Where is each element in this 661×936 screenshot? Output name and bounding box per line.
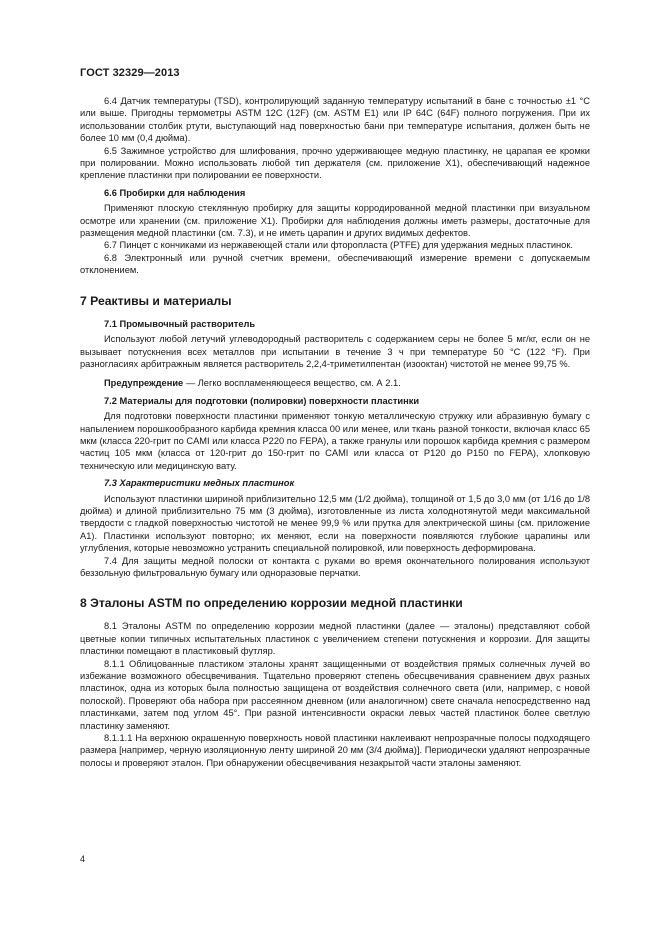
warning-label: Предупреждение	[104, 378, 184, 389]
clause-8-1-1-1: 8.1.1.1 На верхнюю окрашенную поверхность новой пластинки наклеивают непрозрачные полосы подходящего размера [например, черную изоляционную ленту шириной 20 мм (3/4 дюйма)]. Периодически удаляют непрозрачные полосы и проверяют эталон. При обнаружении обесцвечивания незакрытой части эталоны заменяют.	[80, 733, 590, 768]
clause-7-3: Используют пластинки шириной приблизительно 12,5 мм (1/2 дюйма), толщиной от 1,5 до 3,0 мм (от 1/16 до 1/8 дюйма) и длиной приблизительно 75 мм (3 дюйма), изготовленные из листа холоднотянутой меди максимальной твердости с гладкой поверхностью чистотой не менее 99,9 % или прутка для электрической шины (см. приложение А1). Пластинки используют повторно; их меняют, если на поверхности появляются глубокие царапины или углубления, которые невозможно устранить специальной полировкой, или поверхность деформирована.	[80, 493, 590, 554]
clause-7-2: Для подготовки поверхности пластинки применяют тонкую металлическую стружку или абразивную бумагу с напылением порошкообразного карбида кремния класса 00 или менее, или ткань разной тонкости, включая класс 65 мкм (класса 220-грит по CAMI или класса P220 по FEPA), а также гранулы или порошок карбида кремния с размером частиц 105 мкм (класса от 120-грит до 150-грит по CAMI или класса от P120 до P150 по FEPA), хлопковую техническую или медицинскую вату.	[80, 411, 590, 471]
subheading-7-3: 7.3 Характеристики медных пластинок	[104, 478, 295, 489]
section-heading-8: 8 Эталоны ASTM по определению коррозии медной пластинки	[80, 596, 463, 611]
clause-6-7: 6.7 Пинцет с кончиками из нержавеющей стали или фторопласта (PTFE) для удержания медных пластинок.	[104, 240, 573, 251]
page-body	[80, 95, 590, 769]
warning-note	[80, 377, 590, 389]
clause-7-1: Используют любой летучий углеводородный растворитель с содержанием серы не более 5 мг/кг, если он не вызывает потускнения всех металлов при испытании в течение 3 ч при температуре 50 °С (122 °F). При разногласиях арбитражным является растворитель 2,2,4-триметилпентан (изооктан) чистотой не менее 99,75 %.	[80, 334, 590, 369]
clause-6-5: 6.5 Зажимное устройство для шлифования, прочно удерживающее медную пластинку, не царапая ее кромки при полировании. Можно использовать любой тип держателя (см. приложение Х1), обеспечивающий надежное крепление пластинки при полировании ее поверхности.	[80, 145, 590, 181]
clause-6-6: Применяют плоскую стеклянную пробирку для защиты корродированной медной пластинки при визуальном осмотре или хранении (см. приложение Х1). Пробирки для наблюдения должны иметь размеры, достаточные для размещения медной пластинки (см. 7.3), и не иметь царапин и других видимых дефектов.	[80, 203, 590, 239]
clause-6-8: 6.8 Электронный или ручной счетчик времени, обеспечивающий измерение времени с допускаемым отклонением.	[80, 252, 590, 276]
document-header: ГОСТ 32329—2013	[80, 67, 180, 79]
warning-text: — Легко воспламеняющееся вещество, см. А 2.1.	[183, 378, 401, 389]
subheading-6-6: 6.6 Пробирки для наблюдения	[104, 187, 246, 198]
subheading-7-2: 7.2 Материалы для подготовки (полировки) поверхности пластинки	[104, 395, 420, 406]
clause-6-4: 6.4 Датчик температуры (TSD), контролирующий заданную температуру испытаний в бане с точностью ±1 °С или выше. Пригодны термометры ASTM 12C (12F) (см. ASTM E1) или IP 64C (64F) полного погружения. При их использовании столбик ртути, выступающий над поверхностью бани при температуре испытания, должен быть не более 10 мм (0,4 дюйма).	[80, 96, 590, 144]
clause-8-1-1: 8.1.1 Облицованные пластиком эталоны хранят защищенными от воздействия прямых солнечных лучей во избежание возможного обесцвечивания. Тщательно проверяют степень обесцвечивания сравнением двух разных пластинок, одна из которых была полностью защищена от воздействия солнечного света (или, например, с новой полоской). Проверяют оба набора при рассеянном дневном (или аналогичном) свете сначала непосредственно над пластинками, затем под углом 45°. При разной интенсивности окраски левых частей пластинок более светлую пластинку заменяют.	[80, 658, 590, 731]
subheading-7-1: 7.1 Промывочный растворитель	[104, 318, 256, 329]
clause-8-1: 8.1 Эталоны ASTM по определению коррозии медной пластинки (далее — эталоны) представляют собой цветные копии типичных испытательных пластинок с увеличением степени потускнения и коррозии. Для защиты пластинки помещают в пластиковый футляр.	[80, 621, 590, 657]
clause-7-4: 7.4 Для защиты медной полоски от контакта с руками во время окончательного полирования используют беззольную фильтровальную бумагу или одноразовые перчатки.	[80, 555, 590, 578]
page-number: 4	[80, 854, 86, 864]
section-heading-7: 7 Реактивы и материалы	[80, 293, 232, 308]
